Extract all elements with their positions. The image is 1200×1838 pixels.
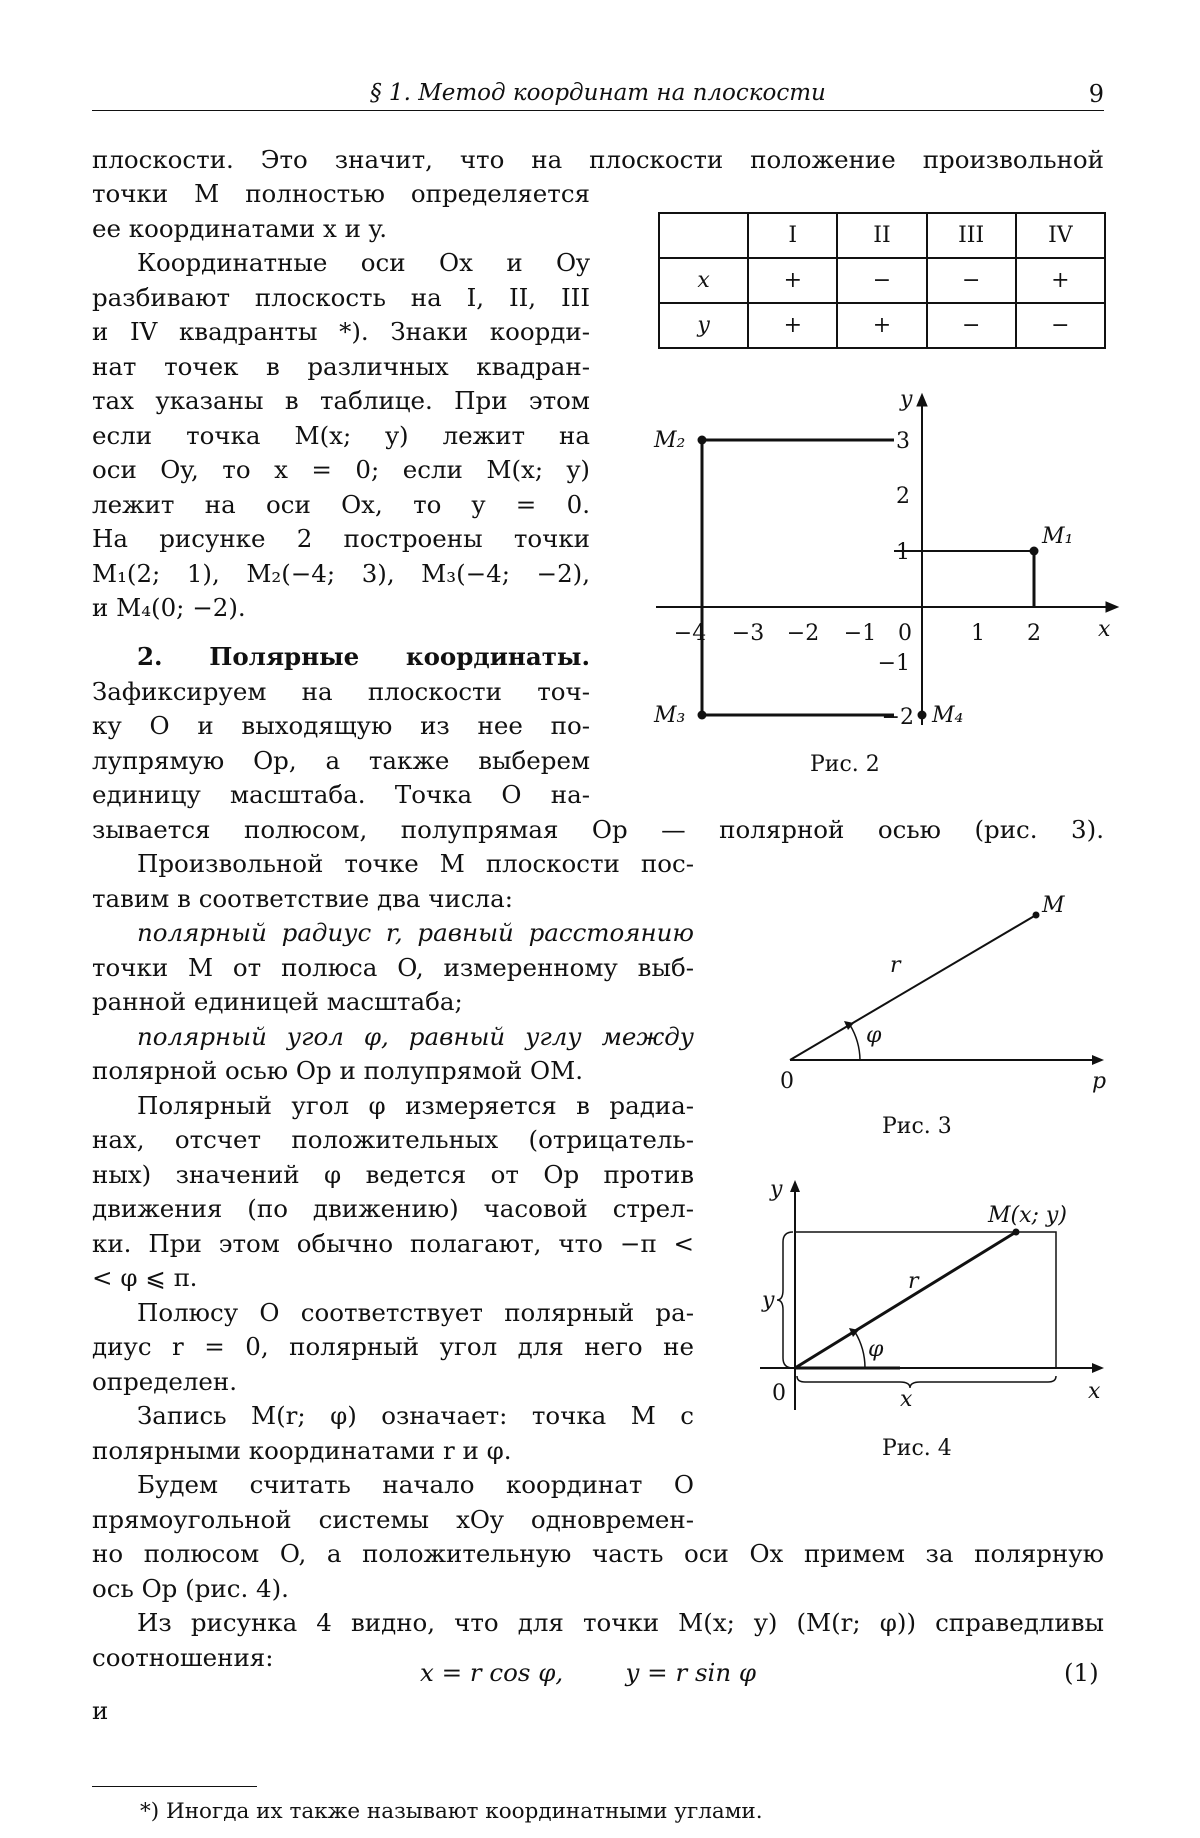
figure-4 [750,1170,1120,1420]
section-heading: 2. Полярные координаты. [137,642,590,671]
text-line: разбивают плоскость на I, II, III [92,283,590,312]
text-line: и IV квадранты *). Знаки коорди- [92,317,590,346]
y-tick-label: −2 [881,705,914,730]
point-label-m3: M₃ [654,703,686,728]
footnote-rule [92,1786,257,1787]
text-line: тах указаны в таблице. При этом [92,386,590,415]
x-brace [797,1376,1056,1388]
text-line: ее координатами x и y. [92,214,388,243]
x-tick-label: 1 [971,621,985,646]
pole-label: 0 [780,1069,794,1094]
radius-line [790,915,1036,1060]
point-m4 [918,711,927,720]
polar-axis-arrow [1092,1055,1104,1065]
y-tick-label: 3 [896,429,910,454]
projection-rectangle [795,1232,1056,1368]
text-line: ось Op (рис. 4). [92,1574,289,1603]
point-label-m2: M₂ [654,428,686,453]
running-header [92,78,1104,111]
text-line: На рисунке 2 построены точки [92,524,590,553]
text-line: и [92,1696,109,1725]
x-tick-label: 0 [898,621,912,646]
figure-4-caption: Рис. 4 [882,1436,952,1461]
figure-3 [760,880,1120,1100]
point-m-label: M [1042,893,1065,918]
text-line: ных) значений φ ведется от Op против [92,1160,694,1189]
polar-axis-label: p [1092,1069,1107,1094]
text-line: Запись M(r; φ) означает: точка M с [137,1401,694,1430]
point-label-m1: M₁ [1042,524,1074,549]
text-line: полярный угол φ, равный углу между [137,1022,694,1051]
x-tick-label: 2 [1027,621,1041,646]
point-m [1013,1229,1020,1236]
table-cell: − [837,258,926,303]
text-line: движения (по движению) часовой стрел- [92,1194,694,1223]
text-line: Полярный угол φ измеряется в радиа- [137,1091,694,1120]
table-cell: y [659,303,748,348]
y-brace [777,1232,793,1368]
text-line: M₁(2; 1), M₂(−4; 3), M₃(−4; −2), [92,559,590,588]
point-m1 [1030,547,1039,556]
figure-3-caption: Рис. 3 [882,1114,952,1139]
y-projection-label: y [762,1288,775,1313]
table-header-cell: I [748,213,837,258]
angle-label: φ [868,1337,884,1362]
x-projection-label: x [900,1387,913,1412]
text-line: Полюсу O соответствует полярный ра- [137,1298,694,1327]
text-line: Будем считать начало координат O [137,1470,694,1499]
table-header-cell: III [927,213,1016,258]
text-line: ранной единицей масштаба; [92,987,463,1016]
text-line: < φ ⩽ π. [92,1263,198,1292]
table-header-cell: II [837,213,926,258]
y-tick-label: −1 [877,651,910,676]
x-tick-label: −1 [843,621,877,646]
text-line: точки M от полюса O, измеренному выб- [92,953,694,982]
angle-arc [850,1025,860,1060]
y-axis-arrow [790,1180,800,1192]
table-cell: − [927,258,1016,303]
y-axis-arrow [917,394,927,406]
text-line: Из рисунка 4 видно, что для точки M(x; y) (M(r; φ)) справедливы [137,1608,1104,1637]
text-line: ку O и выходящую из нее по- [92,711,590,740]
text-line: плоскости. Это значит, что на плоскости положение произвольной [92,145,1104,174]
text-line: Координатные оси Ox и Oy [137,248,590,277]
text-line: диус r = 0, полярный угол для него не [92,1332,694,1361]
text-line: определен. [92,1367,238,1396]
text-line: полярный радиус r, равный расстоянию [137,918,694,947]
y-tick-label: 2 [896,484,910,509]
x-tick-label: −2 [786,621,820,646]
text-line: оси Oy, то x = 0; если M(x; y) [92,455,590,484]
text-line: зывается полюсом, полупрямая Op — полярной осью (рис. 3). [92,815,1104,844]
text-line: соотношения: [92,1643,274,1672]
y-axis-label: y [770,1177,783,1202]
text-line: нат точек в различных квадран- [92,352,590,381]
table-cell: − [1016,303,1105,348]
table-cell: + [837,303,926,348]
header-title: § 1. Метод координат на плоскости [370,80,826,106]
angle-label: φ [866,1023,882,1048]
text-line: и M₄(0; −2). [92,593,246,622]
text-line: но полюсом O, а положительную часть оси Ox примем за полярную [92,1539,1104,1568]
x-tick-label: −3 [731,621,765,646]
radius-label: r [890,953,901,978]
text-line: лупрямую Op, а также выберем [92,746,590,775]
point-m3 [698,711,707,720]
formula-number: (1) [1064,1658,1099,1687]
text-line: Зафиксируем на плоскости точ- [92,677,590,706]
table-cell: + [748,258,837,303]
angle-arc [855,1332,865,1368]
page-number: 9 [1088,80,1104,108]
text-line: единицу масштаба. Точка O на- [92,780,590,809]
text-line: точки M полностью определяется [92,179,590,208]
table-header-cell [659,213,748,258]
x-axis-arrow [1106,602,1118,612]
text-line: лежит на оси Ox, то y = 0. [92,490,590,519]
x-axis-label: x [1098,617,1111,642]
text-line: полярными координатами r и φ. [92,1436,512,1465]
origin-label: 0 [772,1381,786,1406]
y-axis-label: y [900,387,913,412]
radius-line [795,1232,1016,1368]
point-m2 [698,436,707,445]
sign-table [658,212,1106,349]
figure-2 [640,380,1120,740]
text-line: прямоугольной системы xOy одновремен- [92,1505,694,1534]
figure-2-caption: Рис. 2 [810,752,880,777]
table-cell: + [748,303,837,348]
text-line: Произвольной точке M плоскости пос- [137,849,694,878]
x-tick-label: −4 [673,621,707,646]
table-cell: + [1016,258,1105,303]
table-header-cell: IV [1016,213,1105,258]
formula: x = r cos φ, y = r sin φ [420,1658,757,1687]
x-axis-arrow [1092,1363,1104,1373]
y-tick-label: 1 [896,540,910,565]
text-line: тавим в соответствие два числа: [92,884,513,913]
text-line: ки. При этом обычно полагают, что −π < [92,1229,694,1258]
table-cell: x [659,258,748,303]
x-axis-label: x [1088,1379,1101,1404]
text-line: если точка M(x; y) лежит на [92,421,590,450]
point-m [1033,912,1040,919]
point-label-m4: M₄ [932,703,964,728]
footnote: *) Иногда их также называют координатными углами. [140,1799,763,1824]
text-line: нах, отсчет положительных (отрицатель- [92,1125,694,1154]
text-line: полярной осью Op и полупрямой OM. [92,1056,583,1085]
radius-label: r [908,1269,919,1294]
point-m-label: M(x; y) [988,1203,1067,1228]
table-cell: − [927,303,1016,348]
